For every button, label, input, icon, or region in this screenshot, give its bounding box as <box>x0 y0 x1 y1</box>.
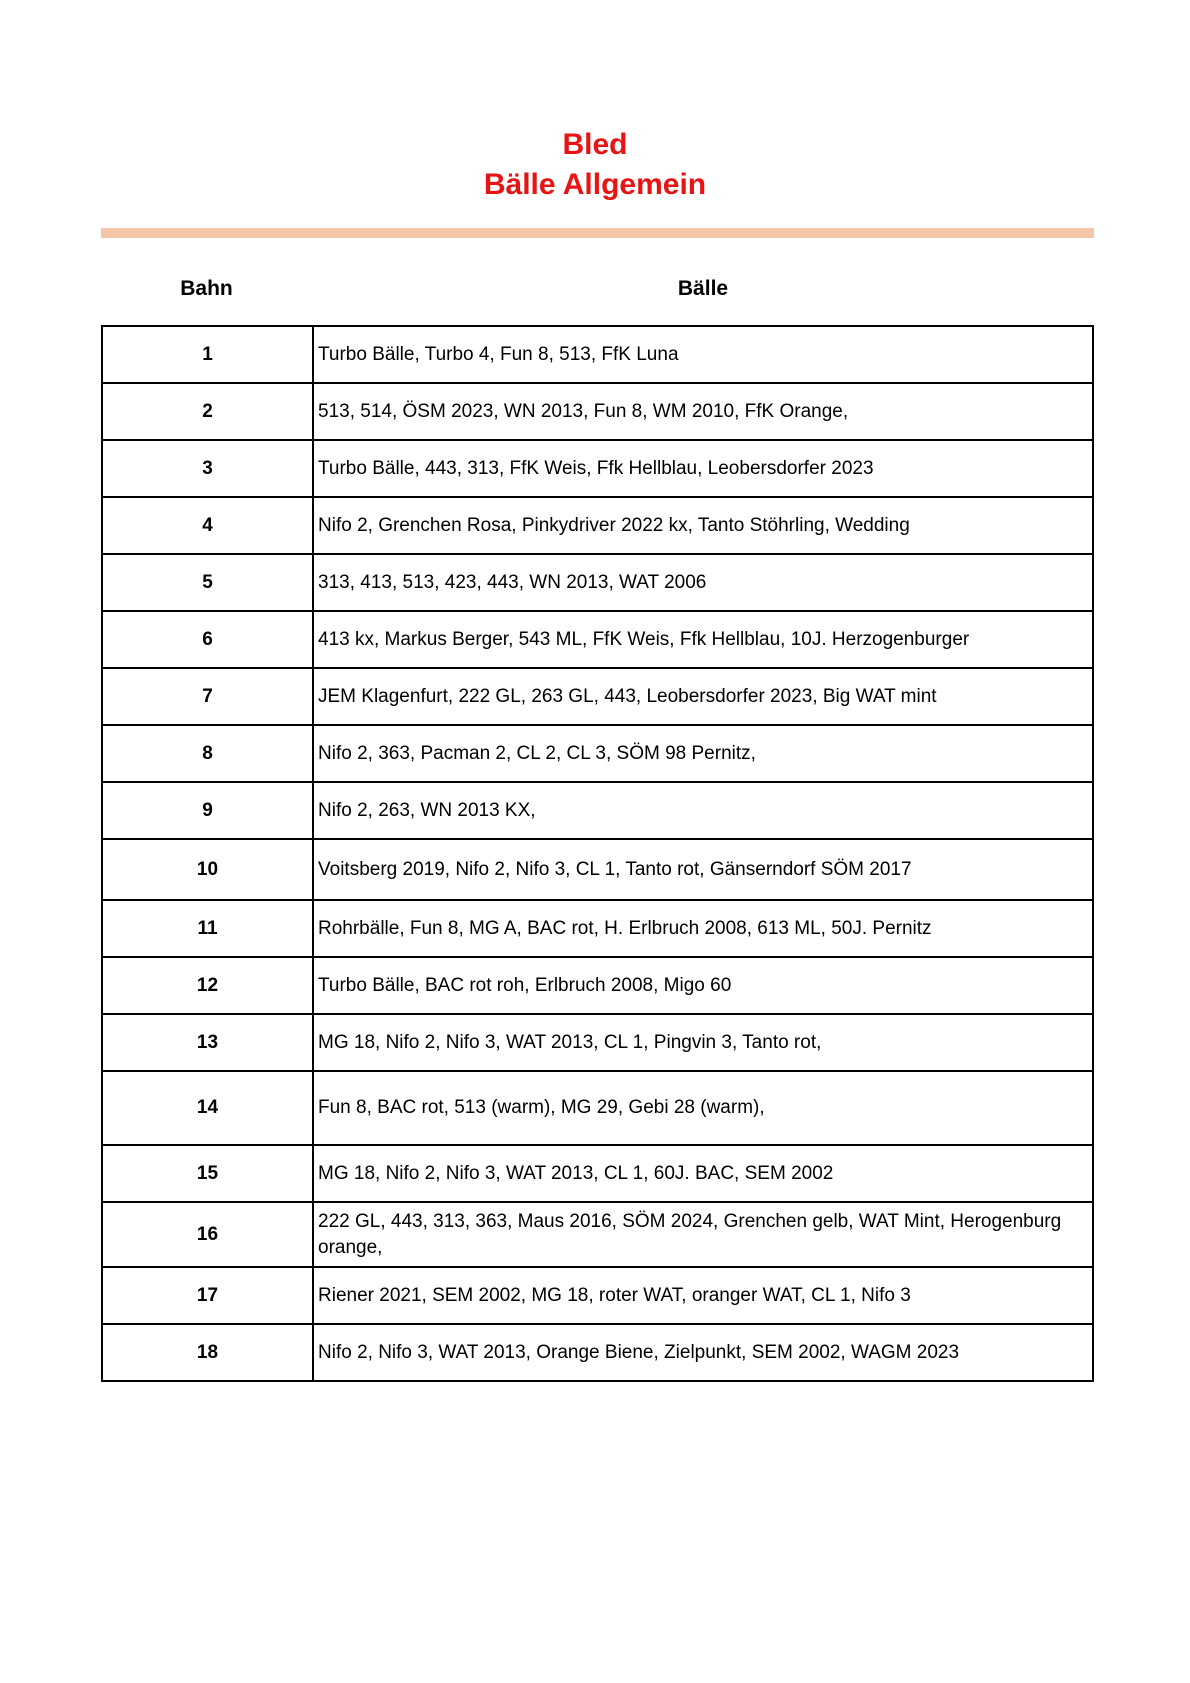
bahn-number: 1 <box>102 326 313 383</box>
baelle-list: Riener 2021, SEM 2002, MG 18, roter WAT, oranger WAT, CL 1, Nifo 3 <box>313 1267 1093 1324</box>
baelle-list: Fun 8, BAC rot, 513 (warm), MG 29, Gebi 28 (warm), <box>313 1071 1093 1145</box>
baelle-list: 513, 514, ÖSM 2023, WN 2013, Fun 8, WM 2010, FfK Orange, <box>313 383 1093 440</box>
page-title: Bled <box>562 128 628 161</box>
table-row <box>102 668 1093 725</box>
baelle-list: MG 18, Nifo 2, Nifo 3, WAT 2013, CL 1, 60J. BAC, SEM 2002 <box>313 1145 1093 1202</box>
table-row <box>102 611 1093 668</box>
column-header-baelle: Bälle <box>677 277 729 300</box>
bahn-number: 12 <box>102 957 313 1014</box>
table-row <box>102 725 1093 782</box>
table-row <box>102 1267 1093 1324</box>
baelle-list: Turbo Bälle, Turbo 4, Fun 8, 513, FfK Luna <box>313 326 1093 383</box>
bahn-number: 16 <box>102 1202 313 1267</box>
table-row <box>102 440 1093 497</box>
table-row <box>102 1145 1093 1202</box>
baelle-list: Voitsberg 2019, Nifo 2, Nifo 3, CL 1, Tanto rot, Gänserndorf SÖM 2017 <box>313 839 1093 900</box>
bahn-number: 13 <box>102 1014 313 1071</box>
table-row <box>102 554 1093 611</box>
table-row <box>102 900 1093 957</box>
bahn-number: 5 <box>102 554 313 611</box>
table-row <box>102 383 1093 440</box>
baelle-list: Nifo 2, Nifo 3, WAT 2013, Orange Biene, Zielpunkt, SEM 2002, WAGM 2023 <box>313 1324 1093 1381</box>
bahn-number: 7 <box>102 668 313 725</box>
bahn-number: 2 <box>102 383 313 440</box>
table-row <box>102 1014 1093 1071</box>
baelle-list: Nifo 2, 363, Pacman 2, CL 2, CL 3, SÖM 98 Pernitz, <box>313 725 1093 782</box>
table-row <box>102 957 1093 1014</box>
column-header-bahn: Bahn <box>180 277 233 300</box>
table-row <box>102 1071 1093 1145</box>
baelle-list: Turbo Bälle, BAC rot roh, Erlbruch 2008, Migo 60 <box>313 957 1093 1014</box>
baelle-list: Nifo 2, 263, WN 2013 KX, <box>313 782 1093 839</box>
balls-table <box>101 325 1094 1382</box>
table-row <box>102 1202 1093 1267</box>
bahn-number: 9 <box>102 782 313 839</box>
bahn-number: 8 <box>102 725 313 782</box>
baelle-list: Turbo Bälle, 443, 313, FfK Weis, Ffk Hellblau, Leobersdorfer 2023 <box>313 440 1093 497</box>
baelle-list: Rohrbälle, Fun 8, MG A, BAC rot, H. Erlbruch 2008, 613 ML, 50J. Pernitz <box>313 900 1093 957</box>
bahn-number: 11 <box>102 900 313 957</box>
table-row <box>102 326 1093 383</box>
bahn-number: 10 <box>102 839 313 900</box>
table-row <box>102 1324 1093 1381</box>
baelle-list: 222 GL, 443, 313, 363, Maus 2016, SÖM 2024, Grenchen gelb, WAT Mint, Herogenburg orange, <box>313 1202 1093 1267</box>
bahn-number: 14 <box>102 1071 313 1145</box>
bahn-number: 15 <box>102 1145 313 1202</box>
bahn-number: 17 <box>102 1267 313 1324</box>
bahn-number: 3 <box>102 440 313 497</box>
baelle-list: MG 18, Nifo 2, Nifo 3, WAT 2013, CL 1, Pingvin 3, Tanto rot, <box>313 1014 1093 1071</box>
table-row <box>102 782 1093 839</box>
title-divider <box>101 228 1094 238</box>
table-row <box>102 839 1093 900</box>
baelle-list: 313, 413, 513, 423, 443, WN 2013, WAT 2006 <box>313 554 1093 611</box>
baelle-list: Nifo 2, Grenchen Rosa, Pinkydriver 2022 kx, Tanto Stöhrling, Wedding <box>313 497 1093 554</box>
baelle-list: JEM Klagenfurt, 222 GL, 263 GL, 443, Leobersdorfer 2023, Big WAT mint <box>313 668 1093 725</box>
bahn-number: 18 <box>102 1324 313 1381</box>
page-subtitle: Bälle Allgemein <box>483 168 707 201</box>
bahn-number: 4 <box>102 497 313 554</box>
bahn-number: 6 <box>102 611 313 668</box>
baelle-list: 413 kx, Markus Berger, 543 ML, FfK Weis, Ffk Hellblau, 10J. Herzogenburger <box>313 611 1093 668</box>
table-row <box>102 497 1093 554</box>
